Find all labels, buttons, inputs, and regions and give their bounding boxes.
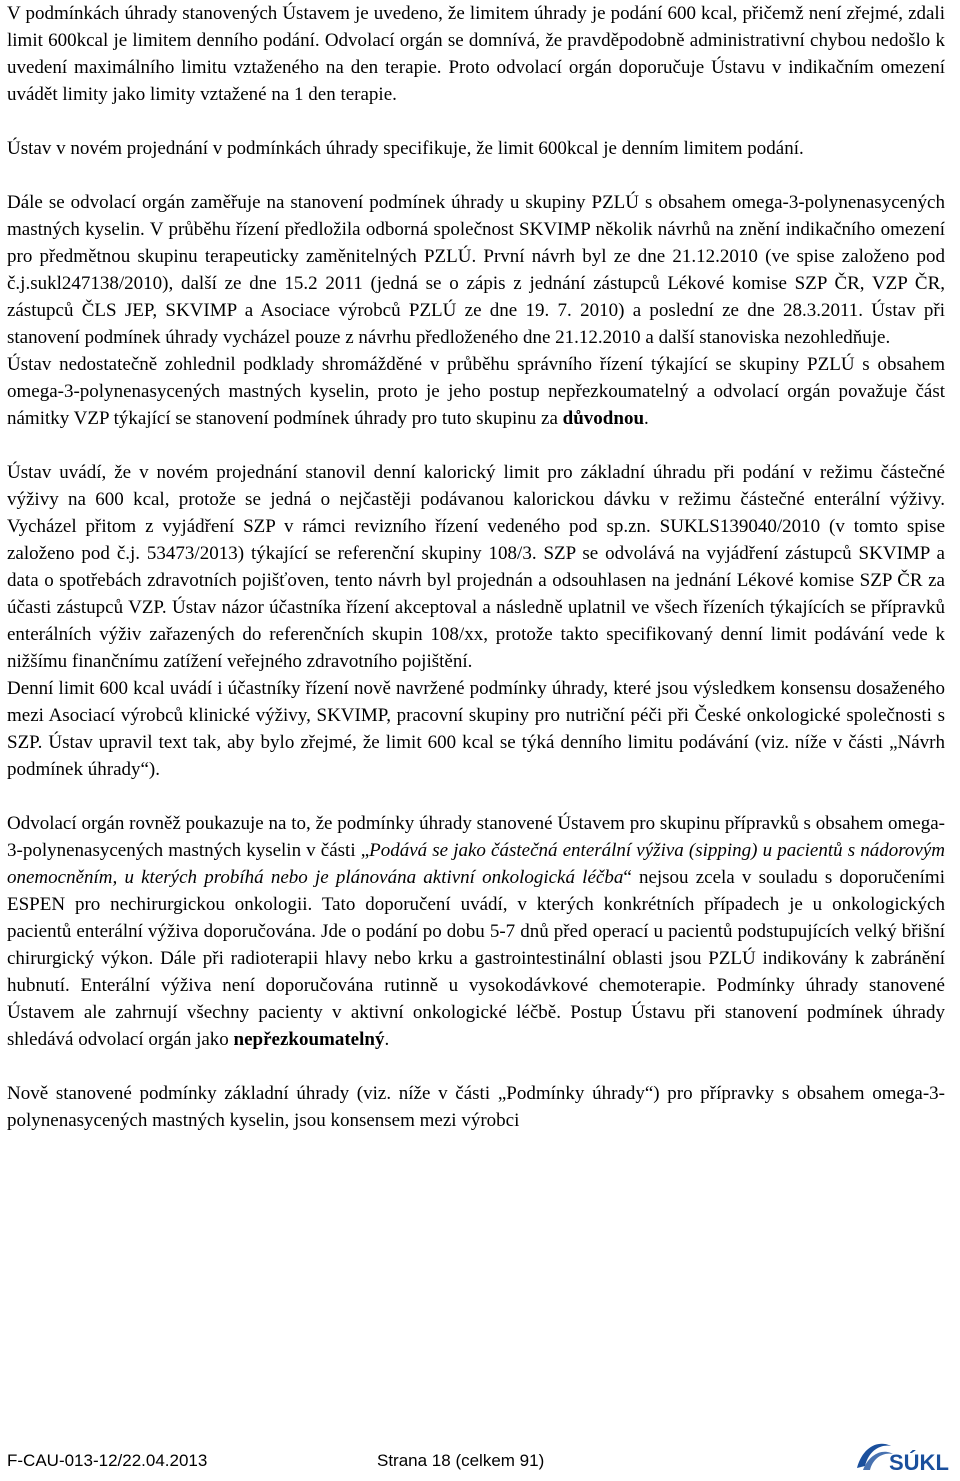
document-code: F-CAU-013-12/22.04.2013	[7, 1451, 208, 1470]
paragraph: Odvolací orgán rovněž poukazuje na to, že podmínky úhrady stanovené Ústavem pro skupinu přípravků s obsahem omega-3-polynenasycených mastných kyselin v části „Podává se jako částečná enterální výživa (sipping) u pacientů s nádorovým onemocněním, u kterých probíhá nebo je plánována aktivní onkologická léčba“ nejsou zcela v souladu s doporučeními ESPEN pro nechirurgickou onkologii. Tato doporučení uvádí, v kterých konkrétních případech je u onkologických pacientů enterální výživa doporučována. Jde o podání po dobu 5-7 dnů před operací u pacientů podstupujících velký břišní chirurgický výkon. Dále při radioterapii hlavy nebo krku a gastrointestinální oblasti jsou PZLÚ indikovány k zabránění hubnutí. Enterální výživa není doporučována rutinně u vysokodávkové chemoterapie. Podmínky úhrady stanovené Ústavem ale zahrnují všechny pacienty v aktivní onkologické léčbě. Postup Ústavu při stanovení podmínek úhrady shledává odvolací orgán jako nepřezkoumatelný.	[7, 813, 945, 1050]
paragraph: Ústav nedostatečně zohlednil podklady shromážděné v průběhu správního řízení týkající se skupiny PZLÚ s obsahem omega-3-polynenasycených mastných kyselin, proto je jeho postup nepřezkoumatelný a odvolací orgán považuje část námitky VZP týkající se stanovení podmínek úhrady pro tuto skupinu za důvodnou.	[7, 354, 945, 429]
paragraph: Ústav v novém projednání v podmínkách úhrady specifikuje, že limit 600kcal je denním limitem podání.	[7, 138, 804, 159]
sukl-logo	[853, 1436, 953, 1476]
page-footer	[7, 1436, 953, 1476]
document-body	[7, 0, 945, 1134]
paragraph: Denní limit 600 kcal uvádí i účastníky řízení nově navržené podmínky úhrady, které jsou výsledkem konsensu dosaženého mezi Asociací výrobců klinické výživy, SKVIMP, pracovní skupiny pro nutriční péči při České onkologické společnosti s SZP. Ústav upravil text tak, aby bylo zřejmé, že limit 600 kcal se týká denního limitu podávání (viz. níže v části „Návrh podmínek úhrady“).	[7, 678, 945, 780]
paragraph: V podmínkách úhrady stanovených Ústavem je uvedeno, že limitem úhrady je podání 600 kcal, přičemž není zřejmé, zdali limit 600kcal je limitem denního podání. Odvolací orgán se domnívá, že pravděpodobně administrativní chybou nedošlo k uvedení maximálního limitu vztaženého na den terapie. Proto odvolací orgán doporučuje Ústavu v indikačním omezení uvádět limity jako limity vztažené na 1 den terapie.	[7, 3, 945, 105]
paragraph: Nově stanovené podmínky základní úhrady (viz. níže v části „Podmínky úhrady“) pro přípravky s obsahem omega-3-polynenasycených mastných kyselin, jsou konsensem mezi výrobci	[7, 1083, 945, 1131]
page-number: Strana 18 (celkem 91)	[377, 1451, 545, 1470]
paragraph: Ústav uvádí, že v novém projednání stanovil denní kalorický limit pro základní úhradu při podání v režimu částečné výživy na 600 kcal, protože se jedná o nejčastěji podávanou kalorickou dávku v režimu částečné enterální výživy. Vycházel přitom z vyjádření SZP v rámci revizního řízení vedeného pod sp.zn. SUKLS139040/2010 (v tomto spise založeno pod č.j. 53473/2013) týkající se referenční skupiny 108/3. SZP se odvolává na vyjádření zástupců SKVIMP a data o spotřebách zdravotních pojišťoven, tento návrh byl projednán a odsouhlasen na jednání Lékové komise SZP ČR za účasti zástupců VZP. Ústav názor účastníka řízení akceptoval a následně uplatnil ve všech řízeních týkajících se přípravků enterálních výživ zařazených do referenčních skupin 108/xx, protože takto specifikovaný denní limit podávání vede k nižšímu finančnímu zatížení veřejného zdravotního pojištění.	[7, 462, 945, 672]
svg-text:SÚKL: SÚKL	[889, 1450, 949, 1475]
paragraph: Dále se odvolací orgán zaměřuje na stanovení podmínek úhrady u skupiny PZLÚ s obsahem omega-3-polynenasycených mastných kyselin. V průběhu řízení předložila odborná společnost SKVIMP několik návrhů na znění indikačního omezení pro předmětnou skupinu terapeuticky zaměnitelných PZLÚ. První návrh byl ze dne 21.12.2010 (ve spise založeno pod č.j.sukl247138/2010), další ze dne 15.2 2011 (jedná se o zápis z jednání zástupců Lékové komise SZP ČR, VZP ČR, zástupců ČLS JEP, SKVIMP a Asociace výrobců PZLÚ ze dne 19. 7. 2010) a poslední ze dne 28.3.2011. Ústav při stanovení podmínek úhrady vycházel pouze z návrhu předloženého dne 21.12.2010 a další stanoviska nezohledňuje.	[7, 192, 945, 348]
